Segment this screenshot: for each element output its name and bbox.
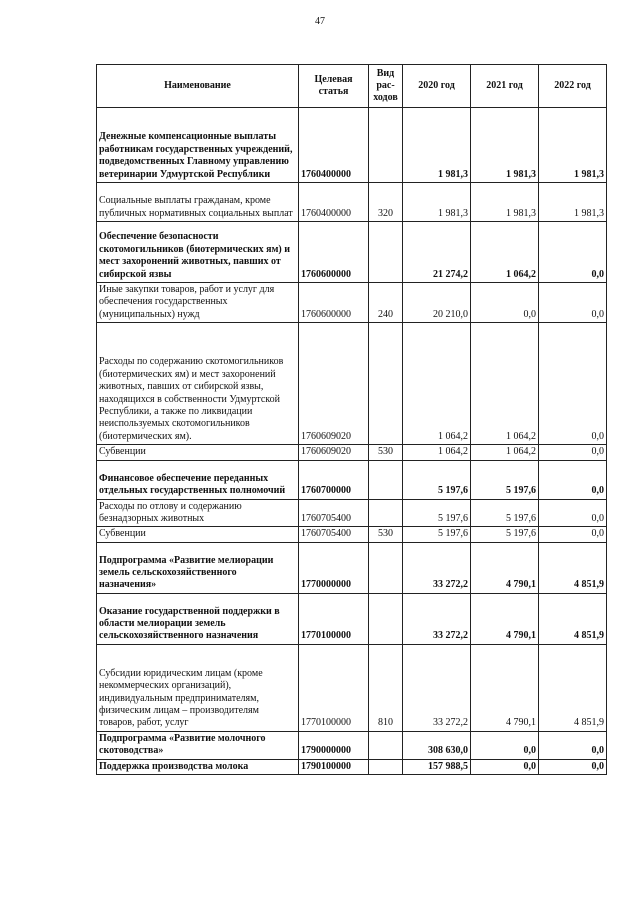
cell-name: Расходы по отлову и содержанию безнадзорных животных xyxy=(97,499,299,527)
table-row xyxy=(97,759,607,774)
table-row xyxy=(97,542,607,593)
cell-2021: 5 197,6 xyxy=(471,460,539,499)
cell-2020: 308 630,0 xyxy=(403,731,471,759)
cell-2022: 1 981,3 xyxy=(539,108,607,183)
cell-name: Субвенции xyxy=(97,445,299,460)
cell-target: 1790100000 xyxy=(299,759,369,774)
cell-target: 1760609020 xyxy=(299,323,369,445)
cell-2022: 4 851,9 xyxy=(539,593,607,644)
cell-target: 1770100000 xyxy=(299,644,369,731)
cell-kind: 810 xyxy=(369,644,403,731)
cell-2020: 157 988,5 xyxy=(403,759,471,774)
cell-target: 1760705400 xyxy=(299,499,369,527)
cell-name: Социальные выплаты гражданам, кроме публичных нормативных социальных выплат xyxy=(97,183,299,222)
cell-kind: 320 xyxy=(369,183,403,222)
cell-2022: 1 981,3 xyxy=(539,183,607,222)
cell-2021: 1 981,3 xyxy=(471,108,539,183)
cell-2021: 0,0 xyxy=(471,283,539,323)
cell-2020: 21 274,2 xyxy=(403,222,471,283)
cell-2022: 4 851,9 xyxy=(539,644,607,731)
table-row xyxy=(97,499,607,527)
cell-name: Денежные компенсационные выплаты работникам государственных учреждений, подведомственных Главному управлению ветеринарии Удмуртской Республики xyxy=(97,108,299,183)
table-row xyxy=(97,183,607,222)
cell-target: 1770100000 xyxy=(299,593,369,644)
budget-table xyxy=(96,64,607,775)
cell-name: Обеспечение безопасности скотомогильников (биотермических ям) и мест захоронений животных, павших от сибирской язвы xyxy=(97,222,299,283)
table-row xyxy=(97,527,607,542)
cell-2021: 1 064,2 xyxy=(471,222,539,283)
header-kind: Вид рас-ходов xyxy=(369,65,403,108)
cell-target: 1770000000 xyxy=(299,542,369,593)
cell-kind xyxy=(369,222,403,283)
cell-2020: 1 981,3 xyxy=(403,183,471,222)
cell-2022: 0,0 xyxy=(539,283,607,323)
cell-kind: 240 xyxy=(369,283,403,323)
cell-target: 1760400000 xyxy=(299,108,369,183)
cell-kind xyxy=(369,460,403,499)
cell-2022: 0,0 xyxy=(539,759,607,774)
cell-kind xyxy=(369,323,403,445)
cell-kind xyxy=(369,593,403,644)
cell-kind xyxy=(369,731,403,759)
cell-2022: 0,0 xyxy=(539,222,607,283)
table-row xyxy=(97,283,607,323)
cell-name: Оказание государственной поддержки в области мелиорации земель сельскохозяйственного назначения xyxy=(97,593,299,644)
cell-kind: 530 xyxy=(369,527,403,542)
cell-name: Подпрограмма «Развитие молочного скотоводства» xyxy=(97,731,299,759)
header-2021: 2021 год xyxy=(471,65,539,108)
header-name: Наименование xyxy=(97,65,299,108)
cell-target: 1790000000 xyxy=(299,731,369,759)
cell-2020: 1 981,3 xyxy=(403,108,471,183)
cell-kind xyxy=(369,108,403,183)
cell-2022: 0,0 xyxy=(539,731,607,759)
cell-2020: 5 197,6 xyxy=(403,527,471,542)
table-body xyxy=(97,108,607,775)
cell-2022: 0,0 xyxy=(539,499,607,527)
cell-2021: 0,0 xyxy=(471,759,539,774)
table-row xyxy=(97,593,607,644)
cell-2020: 1 064,2 xyxy=(403,445,471,460)
table-row xyxy=(97,644,607,731)
cell-2022: 0,0 xyxy=(539,445,607,460)
header-2022: 2022 год xyxy=(539,65,607,108)
cell-2022: 0,0 xyxy=(539,323,607,445)
cell-target: 1760705400 xyxy=(299,527,369,542)
cell-2021: 0,0 xyxy=(471,731,539,759)
table-row xyxy=(97,731,607,759)
table-row xyxy=(97,460,607,499)
cell-kind: 530 xyxy=(369,445,403,460)
cell-2020: 33 272,2 xyxy=(403,644,471,731)
cell-2021: 1 981,3 xyxy=(471,183,539,222)
cell-target: 1760600000 xyxy=(299,222,369,283)
cell-2020: 33 272,2 xyxy=(403,542,471,593)
table-row xyxy=(97,323,607,445)
cell-target: 1760609020 xyxy=(299,445,369,460)
cell-2020: 1 064,2 xyxy=(403,323,471,445)
cell-2020: 20 210,0 xyxy=(403,283,471,323)
page-number: 47 xyxy=(315,16,325,27)
cell-2022: 0,0 xyxy=(539,460,607,499)
cell-2022: 0,0 xyxy=(539,527,607,542)
table-row xyxy=(97,222,607,283)
cell-target: 1760600000 xyxy=(299,283,369,323)
cell-2020: 5 197,6 xyxy=(403,499,471,527)
cell-2021: 4 790,1 xyxy=(471,593,539,644)
cell-target: 1760400000 xyxy=(299,183,369,222)
cell-2021: 5 197,6 xyxy=(471,527,539,542)
cell-name: Подпрограмма «Развитие мелиорации земель сельскохозяйственного назначения» xyxy=(97,542,299,593)
cell-name: Финансовое обеспечение переданных отдельных государственных полномочий xyxy=(97,460,299,499)
table-header-row xyxy=(97,65,607,108)
cell-name: Субвенции xyxy=(97,527,299,542)
cell-2021: 1 064,2 xyxy=(471,323,539,445)
cell-kind xyxy=(369,499,403,527)
cell-2021: 1 064,2 xyxy=(471,445,539,460)
cell-kind xyxy=(369,759,403,774)
cell-2021: 4 790,1 xyxy=(471,644,539,731)
cell-name: Субсидии юридическим лицам (кроме некоммерческих организаций), индивидуальным предпринимателям, физическим лицам – производителям товаров, работ, услуг xyxy=(97,644,299,731)
table-row xyxy=(97,445,607,460)
cell-name: Расходы по содержанию скотомогильников (биотермических ям) и мест захоронений животных, павших от сибирской язвы, находящихся в собственности Удмуртской Республики, а также по ликвидации неиспользуемых скотомогильников (биотермических ям). xyxy=(97,323,299,445)
header-target: Целевая статья xyxy=(299,65,369,108)
cell-target: 1760700000 xyxy=(299,460,369,499)
cell-2021: 4 790,1 xyxy=(471,542,539,593)
cell-2021: 5 197,6 xyxy=(471,499,539,527)
cell-2020: 5 197,6 xyxy=(403,460,471,499)
table-row xyxy=(97,108,607,183)
cell-kind xyxy=(369,542,403,593)
cell-2022: 4 851,9 xyxy=(539,542,607,593)
cell-name: Поддержка производства молока xyxy=(97,759,299,774)
header-2020: 2020 год xyxy=(403,65,471,108)
cell-name: Иные закупки товаров, работ и услуг для обеспечения государственных (муниципальных) нужд xyxy=(97,283,299,323)
cell-2020: 33 272,2 xyxy=(403,593,471,644)
